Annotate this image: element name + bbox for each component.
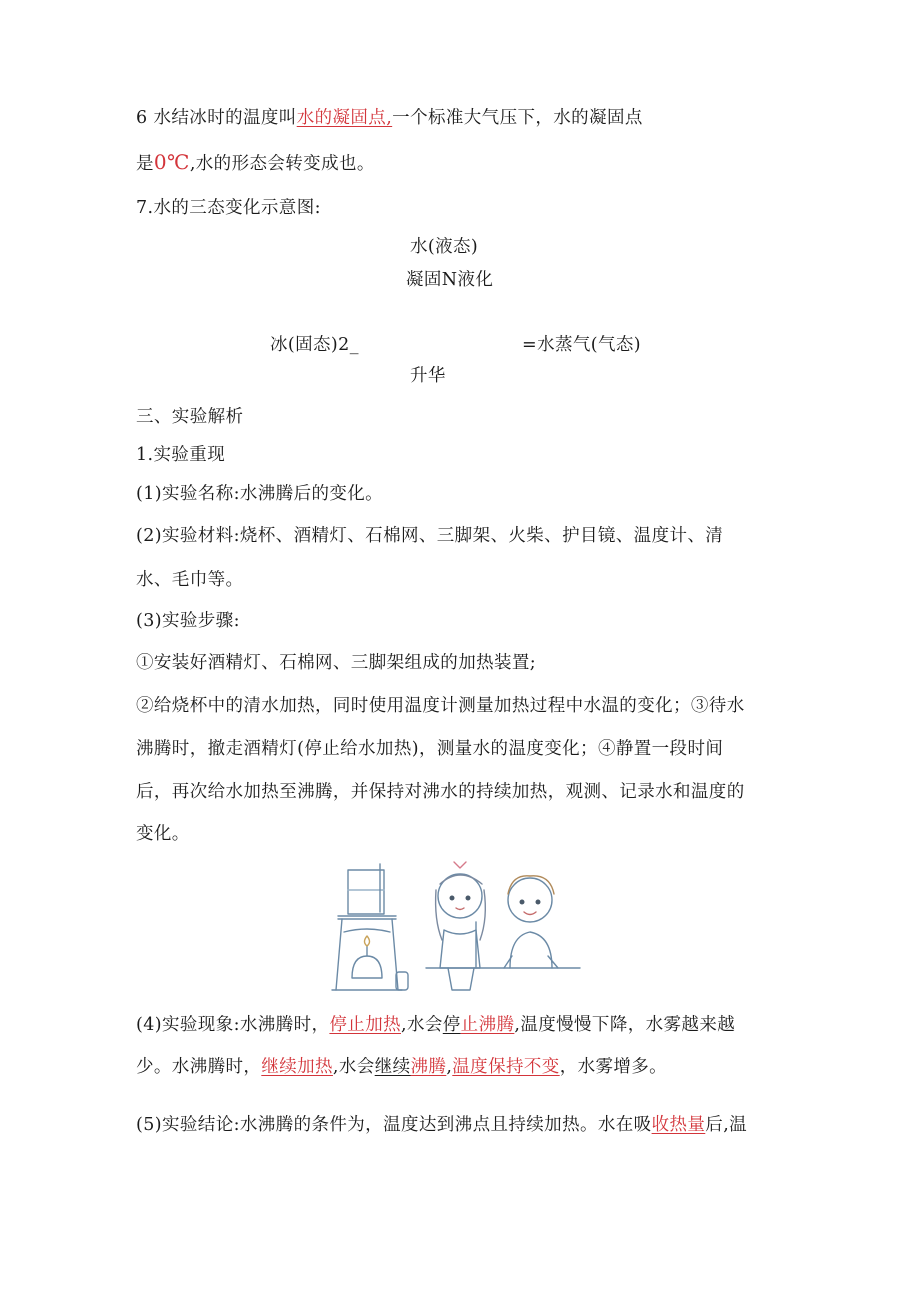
answer-stop-boiling-part2: 止沸腾	[460, 1015, 515, 1035]
diagram-top-state: 水(液态)	[410, 237, 479, 257]
section7-heading: 7.水的三态变化示意图:	[136, 198, 321, 218]
diagram-top-transitions: 凝固N液化	[406, 270, 494, 290]
step2-line3: 后，再次给水加热至沸腾，并保持对沸水的持续加热，观测、记录水和温度的	[136, 782, 745, 802]
text: (5)实验结论:水沸腾的条件为，温度达到沸点且持续加热。水在吸	[136, 1115, 652, 1135]
item1: (1)实验名称:水沸腾后的变化。	[136, 484, 384, 504]
flame-icon	[365, 936, 370, 946]
text: 6 水结冰时的温度叫	[136, 108, 297, 128]
step2-line4: 变化。	[136, 824, 190, 844]
item2-line1: (2)实验材料:烧杯、酒精灯、石棉网、三脚架、火柴、护目镜、温度计、清	[136, 526, 724, 546]
diagram-bottom-transition: 升华	[410, 366, 446, 386]
step2-line1: ②给烧杯中的清水加热，同时使用温度计测量加热过程中水温的变化；③待水	[136, 696, 745, 716]
text: (4)实验现象:水沸腾时，	[136, 1015, 330, 1035]
answer-temperature-constant: 温度保持不变	[452, 1057, 560, 1077]
answer-freezing-point: 水的凝固点,	[296, 108, 393, 128]
experiment-illustration-svg	[330, 860, 584, 995]
section6-line2	[136, 150, 375, 176]
part3-heading: 三、实验解析	[136, 407, 244, 427]
beaker-icon	[348, 870, 384, 914]
item5-line1	[136, 1113, 747, 1137]
text: 一个标准大气压下，水的凝固点	[392, 108, 643, 128]
step2-line2: 沸腾时，撤走酒精灯(停止给水加热)，测量水的温度变化；④静置一段时间	[136, 739, 724, 759]
small-beaker-icon	[448, 968, 474, 990]
item2-line2: 水、毛巾等。	[136, 570, 244, 590]
part3-sub1: 1.实验重现	[136, 445, 226, 465]
text: ,水会	[401, 1015, 443, 1035]
boy-head	[508, 878, 552, 922]
answer-continue-boiling-part2: 沸腾	[410, 1057, 447, 1077]
experiment-illustration	[330, 860, 584, 995]
text: ,温度慢慢下降，水雾越来越	[514, 1015, 736, 1035]
text: ,水的形态会转变成也。	[189, 154, 375, 174]
section6-line1	[136, 106, 643, 130]
item3: (3)实验步骤:	[136, 611, 240, 631]
answer-zero-celsius: 0℃	[153, 150, 190, 174]
diagram-right-state: =水蒸气(气态)	[522, 335, 642, 355]
diagram-left-state: 冰(固态)2_	[270, 335, 359, 355]
answer-stop-boiling-part1: 停	[442, 1015, 461, 1035]
text: 是	[136, 154, 154, 174]
text: 后,温	[705, 1115, 748, 1135]
text: ，水雾增多。	[559, 1057, 668, 1077]
text: 少。水沸腾时，	[136, 1057, 262, 1077]
text: ,水会	[332, 1057, 375, 1077]
answer-continue-boiling-part1: 继续	[374, 1057, 411, 1077]
answer-absorb-heat: 收热量	[651, 1115, 706, 1135]
answer-stop-heating: 停止加热	[329, 1015, 401, 1035]
answer-continue-heating: 继续加热	[261, 1057, 333, 1077]
text: ,	[446, 1057, 453, 1077]
alcohol-lamp-icon	[352, 956, 382, 978]
step1: ①安装好酒精灯、石棉网、三脚架组成的加热装置;	[136, 653, 537, 673]
item4-line2	[136, 1055, 667, 1079]
item4-line1	[136, 1013, 735, 1037]
